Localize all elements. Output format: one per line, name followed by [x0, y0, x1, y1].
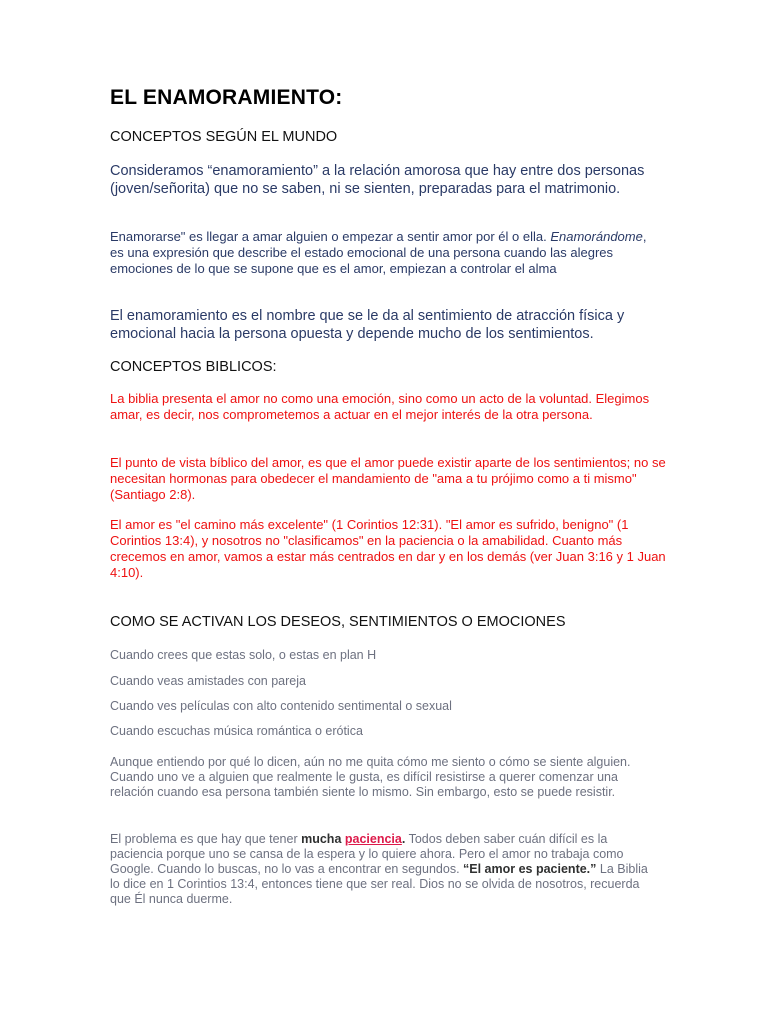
paciencia-link[interactable]: paciencia	[344, 832, 402, 846]
paragraph-definicion: Consideramos “enamoramiento” a la relación amorosa que hay entre dos personas (joven/señorita) que no se saben, ni se sienten, preparadas para el matrimonio.	[110, 163, 645, 197]
section-heading-deseos: COMO SE ACTIVAN LOS DESEOS, SENTIMIENTOS O EMOCIONES	[110, 614, 566, 630]
paragraph-enamorarse-italic: Enamorándome	[550, 229, 643, 244]
list-item: Cuando escuchas música romántica o erótica	[110, 724, 363, 738]
list-item: Cuando crees que estas solo, o estas en plan H	[110, 648, 377, 662]
list-item: Cuando ves películas con alto contenido sentimental o sexual	[110, 699, 452, 713]
page-title: EL ENAMORAMIENTO:	[110, 86, 343, 109]
section-heading-mundo: CONCEPTOS SEGÚN EL MUNDO	[110, 129, 338, 145]
paragraph-biblia-voluntad: La biblia presenta el amor no como una emoción, sino como un acto de la voluntad. Elegimos amar, es decir, nos comprometemos a actuar en el mejor interés de la otra persona.	[110, 391, 650, 422]
paragraph-enamorarse	[110, 229, 660, 277]
paragraph-resistir: Aunque entiendo por qué lo dicen, aún no me quita cómo me siento o cómo se siente alguien. Cuando uno ve a alguien que realmente le gusta, es difícil resistirse a querer comenzar una relación cuando esa persona también siente lo mismo. Sin embargo, esto se puede resistir.	[110, 755, 631, 799]
paragraph-paciencia-bold: mucha	[301, 832, 345, 846]
paragraph-enamorarse-text-a: Enamorarse" es llegar a amar alguien o empezar a sentir amor por él o ella.	[110, 229, 551, 244]
section-heading-biblicos: CONCEPTOS BIBLICOS:	[110, 359, 277, 375]
paragraph-paciencia-quote: “El amor es paciente.”	[463, 862, 597, 876]
paragraph-paciencia	[110, 832, 650, 907]
paragraph-enamorarse-text-b: , es una expresión que describe el estado emocional de una persona cuando las alegres emociones de lo que se supone que es el amor, empiezan a controlar el alma	[110, 229, 647, 276]
paragraph-camino-excelente: El amor es "el camino más excelente" (1 Corintios 12:31). "El amor es sufrido, benigno" (1 Corintios 13:4), y nosotros no "clasificamos" en la paciencia o la amabilidad. Cuanto más crecemos en amor, vamos a estar más centrados en dar y en los demás (ver Juan 3:16 y 1 Juan 4:10).	[110, 517, 666, 580]
list-item: Cuando veas amistades con pareja	[110, 674, 306, 688]
paragraph-paciencia-text-b: Todos deben saber cuán difícil es la paciencia porque uno se cansa de la espera y lo quiere ahora. Pero el amor no trabaja como Google. Cuando lo buscas, no lo vas a encontrar en segundos.	[110, 832, 624, 876]
paragraph-atraccion: El enamoramiento es el nombre que se le da al sentimiento de atracción física y emocional hacia la persona opuesta y depende mucho de los sentimientos.	[110, 308, 625, 342]
paragraph-paciencia-text-a: El problema es que hay que tener	[110, 832, 302, 846]
paragraph-punto-de-vista: El punto de vista bíblico del amor, es que el amor puede existir aparte de los sentimientos; no se necesitan hormonas para obedecer el mandamiento de "ama a tu prójimo como a ti mismo" (Santiago 2:8).	[110, 455, 666, 502]
paragraph-paciencia-dot: .	[401, 832, 406, 846]
paragraph-paciencia-text-c: La Biblia lo dice en 1 Corintios 13:4, entonces tiene que ser real. Dios no se olvida de nosotros, recuerda que Él nunca duerme.	[110, 862, 648, 906]
